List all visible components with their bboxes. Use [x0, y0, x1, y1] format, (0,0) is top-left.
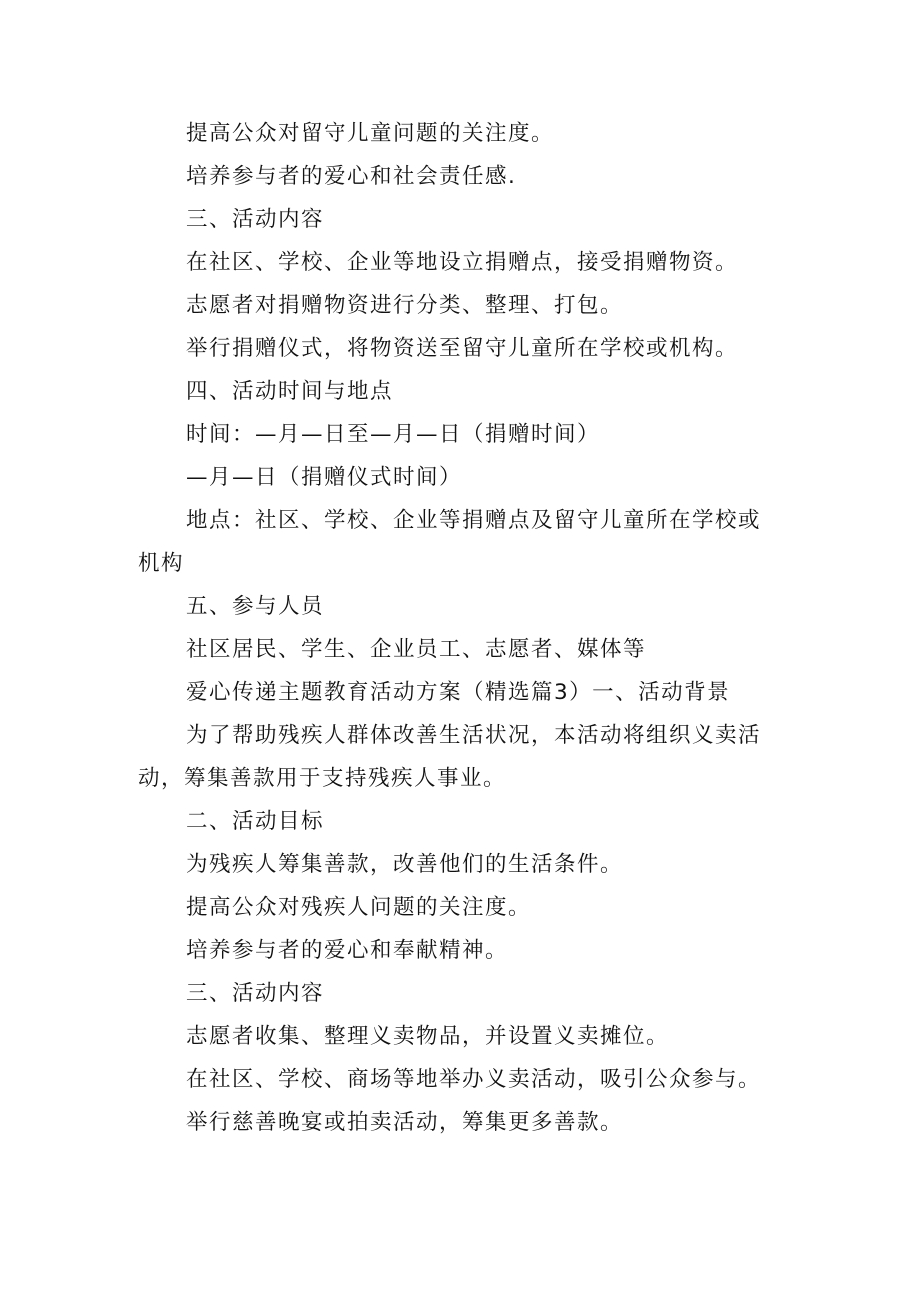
paragraph-line: 社区居民、学生、企业员工、志愿者、媒体等: [186, 637, 647, 662]
paragraph-line: 培养参与者的爱心和社会责任感.: [186, 164, 517, 189]
paragraph-line: 为了帮助残疾人群体改善生活状况，本活动将组织义卖活: [186, 723, 762, 748]
paragraph-line: 举行捐赠仪式，将物资送至留守儿童所在学校或机构。: [186, 336, 739, 361]
paragraph-line: 时间：—月—日至—月—日（捐赠时间）: [186, 422, 601, 447]
paragraph-line: 志愿者收集、整理义卖物品，并设置义卖摊位。: [186, 1024, 670, 1049]
paragraph-line: 在社区、学校、商场等地举办义卖活动，吸引公众参与。: [186, 1067, 762, 1092]
paragraph-line: 地点：社区、学校、企业等捐赠点及留守儿童所在学校或: [186, 508, 762, 533]
paragraph-line: 在社区、学校、企业等地设立捐赠点，接受捐赠物资。: [186, 250, 739, 275]
paragraph-line: 为残疾人筹集善款，改善他们的生活条件。: [186, 852, 624, 877]
section-heading: 三、活动内容: [186, 207, 325, 232]
paragraph-line: 举行慈善晚宴或拍卖活动，筹集更多善款。: [186, 1110, 624, 1135]
paragraph-line: 提高公众对残疾人问题的关注度。: [186, 895, 532, 920]
paragraph-line: —月—日（捐赠仪式时间）: [186, 465, 463, 490]
section-heading: 二、活动目标: [186, 809, 325, 834]
section-heading: 三、活动内容: [186, 981, 325, 1006]
section-heading: 五、参与人员: [186, 594, 325, 619]
paragraph-line: 爱心传递主题教育活动方案（精选篇3）一、活动背景: [186, 680, 731, 705]
section-heading: 四、活动时间与地点: [186, 379, 394, 404]
paragraph-line: 动，筹集善款用于支持残疾人事业。: [138, 766, 507, 791]
paragraph-line: 志愿者对捐赠物资进行分类、整理、打包。: [186, 293, 624, 318]
paragraph-line: 提高公众对留守儿童问题的关注度。: [186, 121, 555, 146]
paragraph-line: 机构: [138, 551, 185, 576]
paragraph-line: 培养参与者的爱心和奉献精神。: [186, 938, 509, 963]
document-body: [138, 112, 778, 1144]
